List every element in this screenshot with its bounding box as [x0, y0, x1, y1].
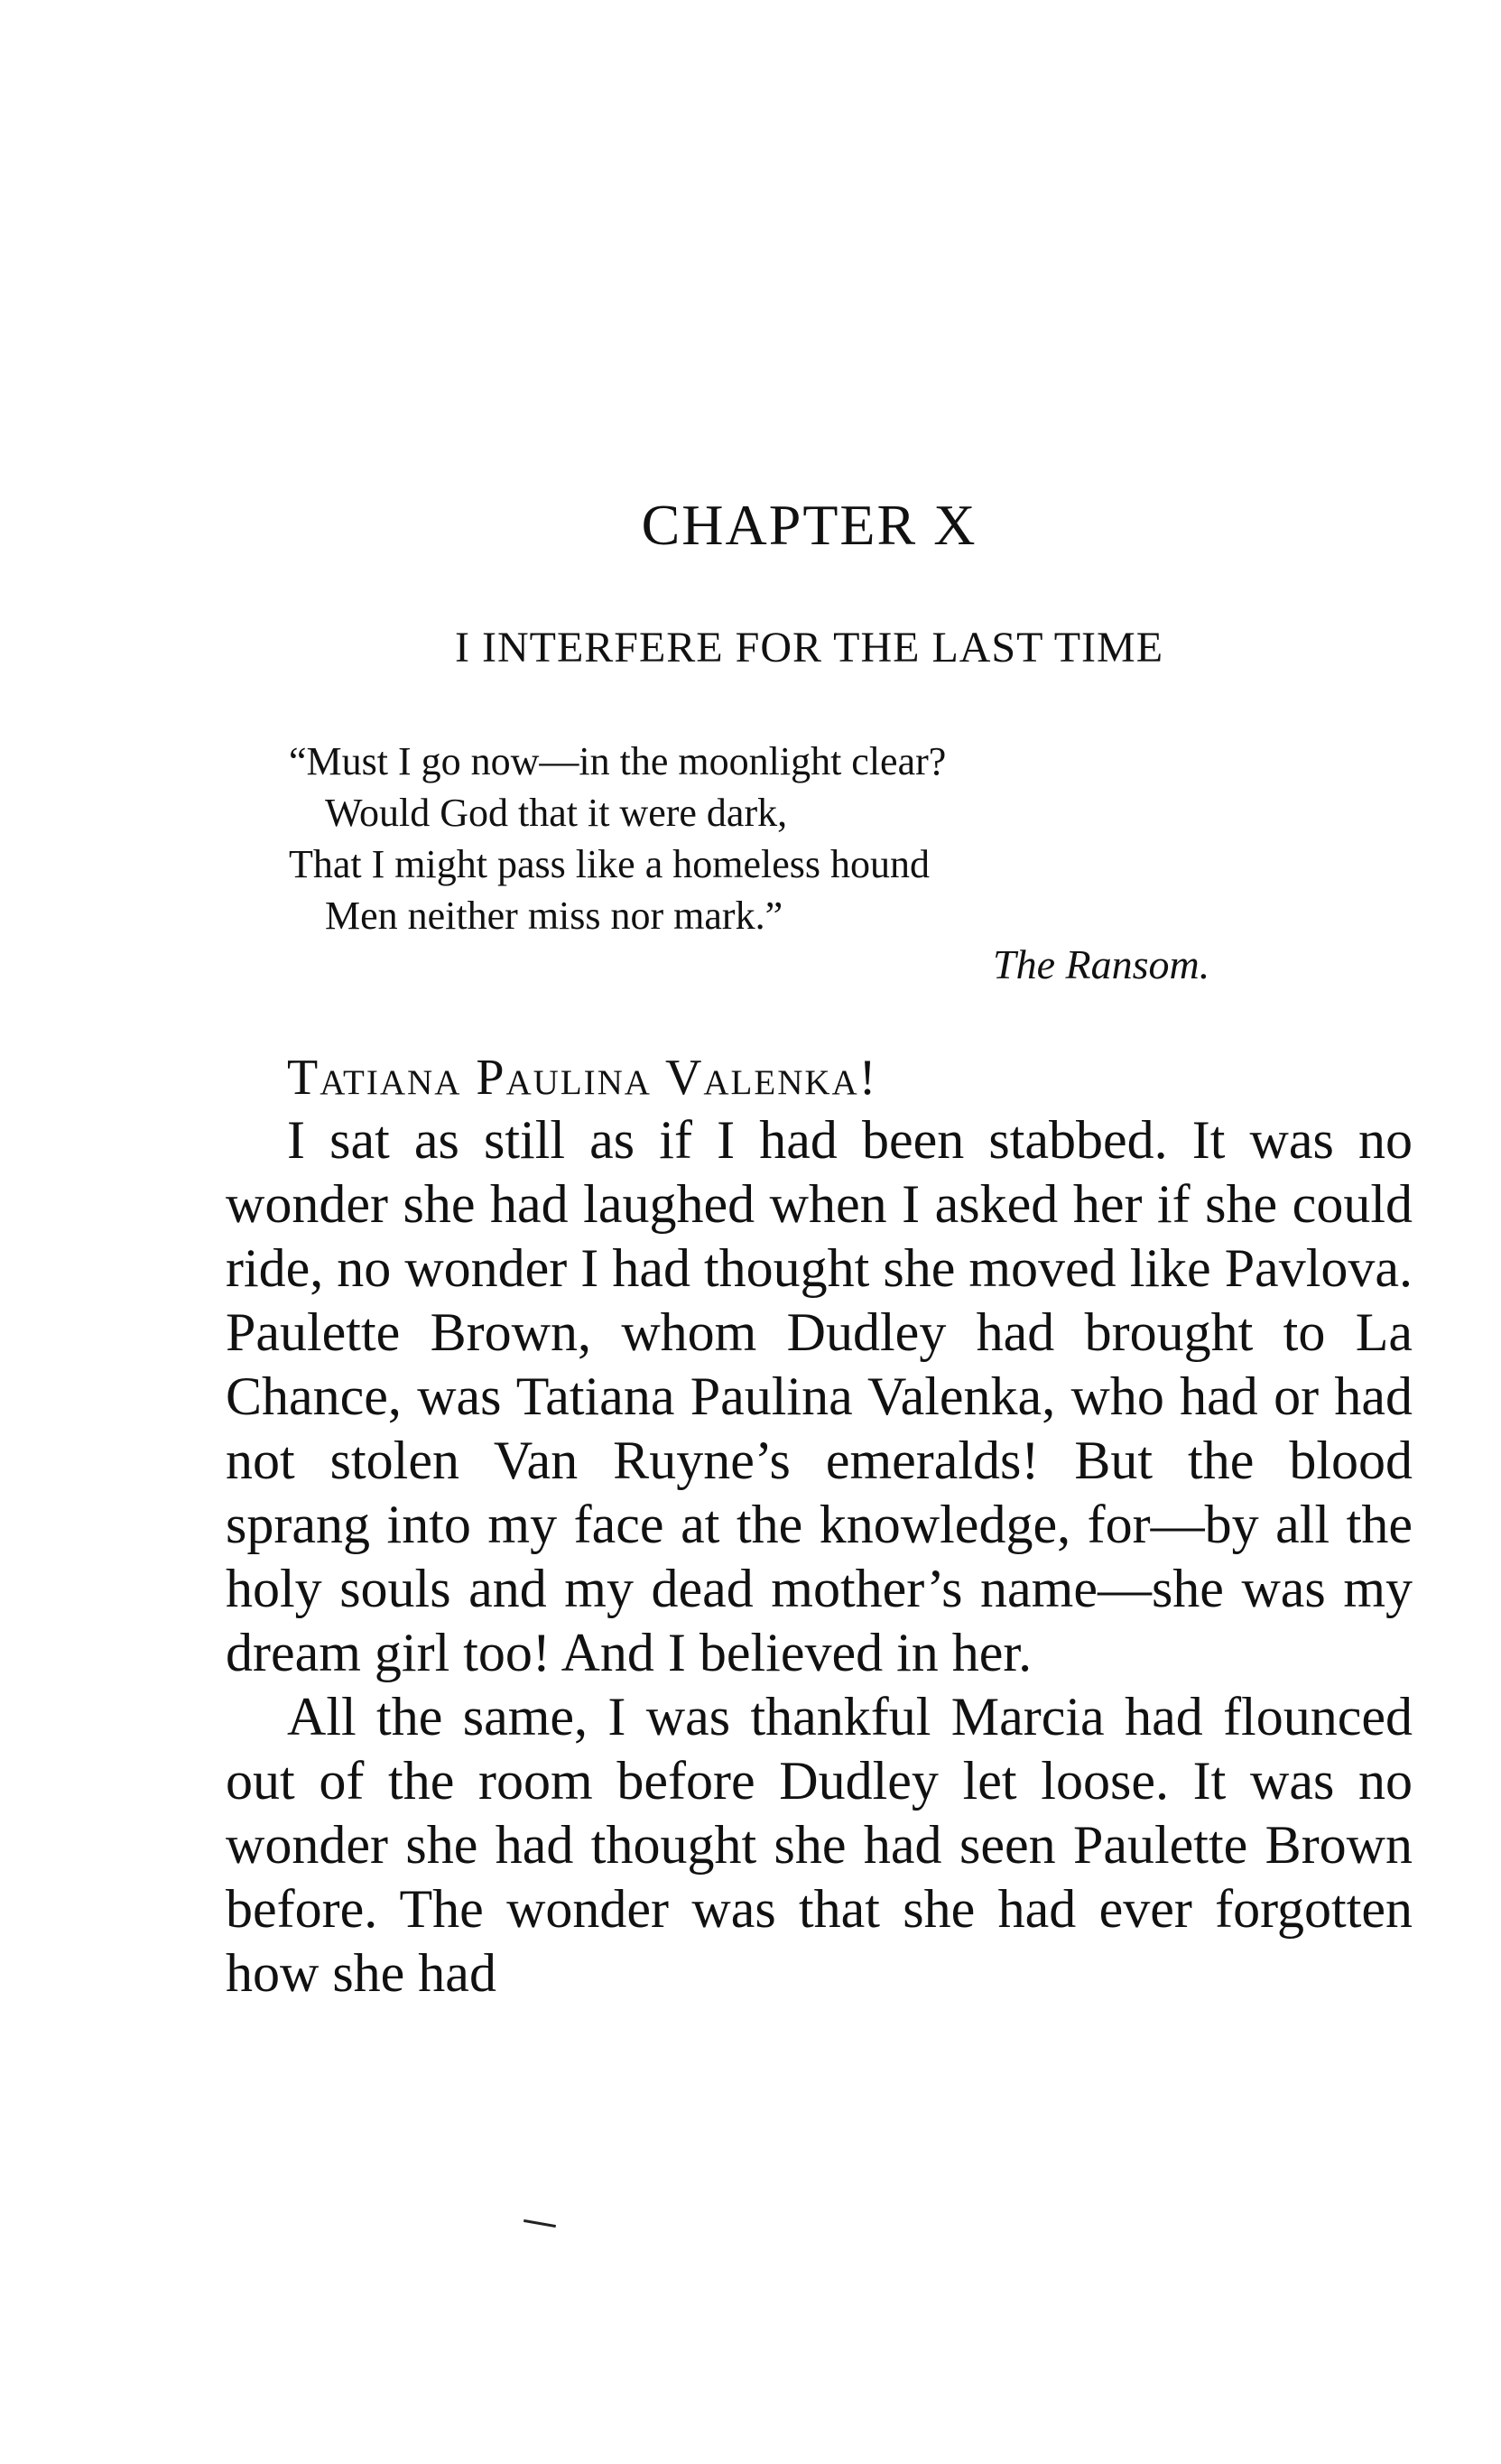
paragraph: I sat as still as if I had been stabbed. It was no wonder she had laughed when I asked her if she could ride, no wonder I had thought she moved like Pavlova. Paulette Brown, whom Dudley had brought to La Chance, was Tatiana Paulina Valenka, who had or had not stolen Van Ruyne’s emeralds! But the blood sprang into my face at the knowledge, for—by all the holy souls and my dead mother’s name—she was my dream girl too! And I believed in her.	[226, 1110, 1413, 1682]
epigraph-attribution: The Ransom.	[993, 941, 1210, 987]
chapter-heading: CHAPTER X	[641, 493, 978, 557]
opening-name: Tatiana Paulina Valenka!	[287, 1050, 878, 1106]
epigraph-line: Men neither miss nor mark.”	[325, 894, 783, 938]
paragraph: All the same, I was thankful Marcia had flounced out of the room before Dudley let loose. It was no wonder she had thought she had seen Paulette Brown before. The wonder was that she had ever forgotten how she had	[226, 1687, 1413, 2003]
epigraph-line: Would God that it were dark,	[325, 791, 788, 835]
body-text	[226, 1108, 1413, 2005]
page-mark	[523, 2219, 556, 2228]
epigraph-line: That I might pass like a homeless hound	[289, 842, 930, 886]
chapter-subtitle: I INTERFERE FOR THE LAST TIME	[454, 624, 1164, 672]
epigraph-line: “Must I go now—in the moonlight clear?	[289, 739, 947, 783]
epigraph	[289, 736, 1372, 941]
